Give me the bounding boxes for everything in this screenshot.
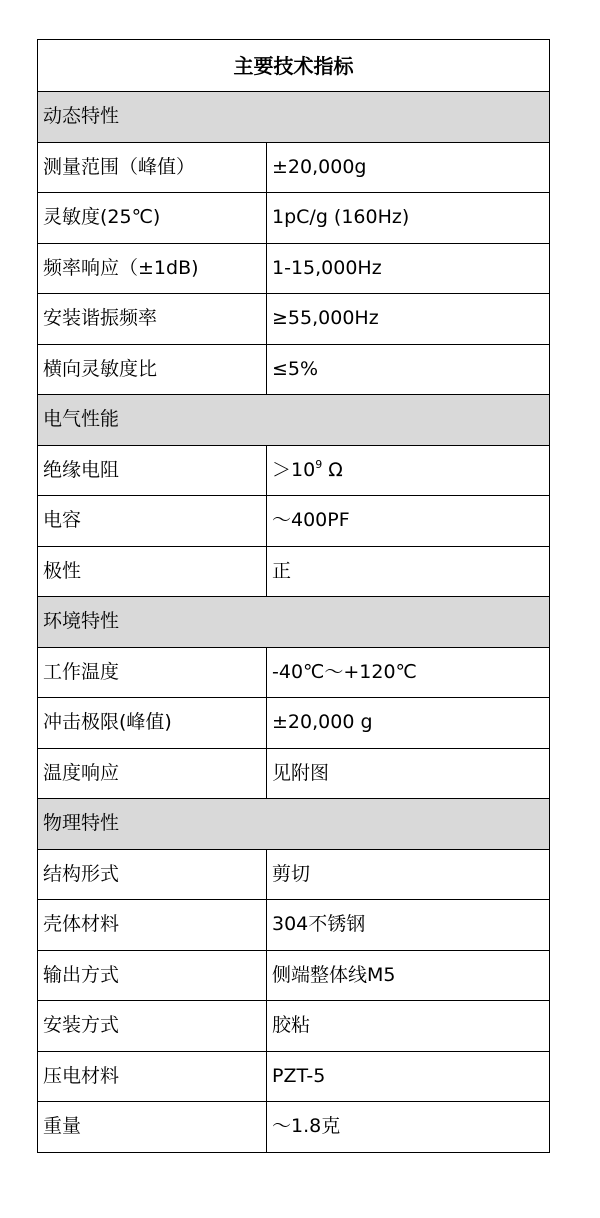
row-value (267, 445, 550, 496)
value-exponent: 9 (315, 457, 323, 471)
table-row (38, 344, 550, 395)
row-label: 绝缘电阻 (38, 445, 267, 496)
row-label: 压电材料 (38, 1051, 267, 1102)
row-value: ±20,000g (267, 142, 550, 193)
title-row (38, 40, 550, 92)
row-value: ≤5% (267, 344, 550, 395)
table-row (38, 748, 550, 799)
row-value: PZT-5 (267, 1051, 550, 1102)
table-row (38, 900, 550, 951)
row-value: 1pC/g (160Hz) (267, 193, 550, 244)
table-row (38, 546, 550, 597)
row-value: ～400PF (267, 496, 550, 547)
row-label: 安装方式 (38, 1001, 267, 1052)
table-row (38, 698, 550, 749)
row-value: ±20,000 g (267, 698, 550, 749)
table-row (38, 243, 550, 294)
row-value: -40℃～+120℃ (267, 647, 550, 698)
row-label: 安装谐振频率 (38, 294, 267, 345)
row-value: ≥55,000Hz (267, 294, 550, 345)
row-label: 冲击极限(峰值) (38, 698, 267, 749)
row-value: 侧端整体线M5 (267, 950, 550, 1001)
row-value: 见附图 (267, 748, 550, 799)
row-label: 极性 (38, 546, 267, 597)
table-row (38, 1102, 550, 1153)
row-value: 正 (267, 546, 550, 597)
table-row (38, 193, 550, 244)
row-label: 输出方式 (38, 950, 267, 1001)
table-row (38, 1051, 550, 1102)
section-heading-electrical: 电气性能 (38, 395, 550, 446)
table-row (38, 950, 550, 1001)
value-unit: Ω (322, 458, 343, 481)
section-row (38, 92, 550, 143)
table-row (38, 294, 550, 345)
section-row (38, 597, 550, 648)
table-row (38, 445, 550, 496)
table-row (38, 142, 550, 193)
section-heading-dynamic: 动态特性 (38, 92, 550, 143)
row-label: 测量范围（峰值） (38, 142, 267, 193)
table-title: 主要技术指标 (38, 40, 550, 92)
row-label: 电容 (38, 496, 267, 547)
spec-table (37, 39, 550, 1153)
table-row (38, 496, 550, 547)
table-row (38, 849, 550, 900)
row-value: 1-15,000Hz (267, 243, 550, 294)
row-label: 工作温度 (38, 647, 267, 698)
row-label: 横向灵敏度比 (38, 344, 267, 395)
row-label: 灵敏度(25℃) (38, 193, 267, 244)
value-prefix: ＞10 (272, 458, 316, 481)
row-label: 重量 (38, 1102, 267, 1153)
section-heading-physical: 物理特性 (38, 799, 550, 850)
row-label: 结构形式 (38, 849, 267, 900)
row-label: 温度响应 (38, 748, 267, 799)
row-label: 壳体材料 (38, 900, 267, 951)
section-row (38, 799, 550, 850)
row-value: 胶粘 (267, 1001, 550, 1052)
row-value: 剪切 (267, 849, 550, 900)
table-row (38, 647, 550, 698)
row-value: 304不锈钢 (267, 900, 550, 951)
row-value: ～1.8克 (267, 1102, 550, 1153)
section-row (38, 395, 550, 446)
row-label: 频率响应（±1dB) (38, 243, 267, 294)
section-heading-environmental: 环境特性 (38, 597, 550, 648)
table-row (38, 1001, 550, 1052)
